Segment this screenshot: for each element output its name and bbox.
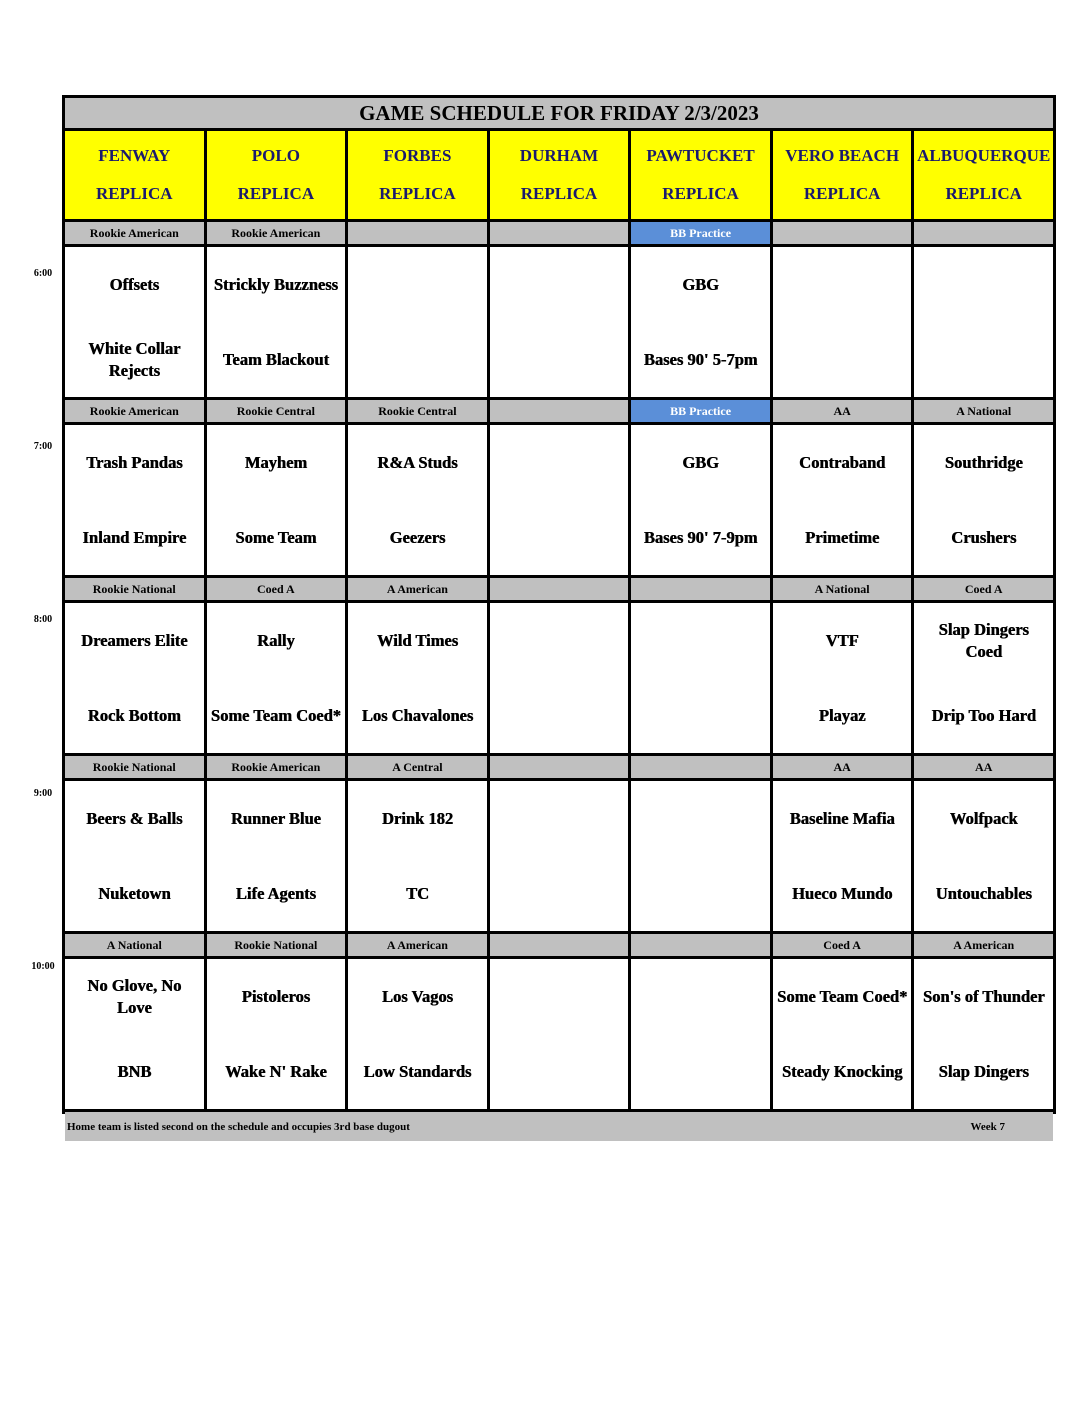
away-team: Drink 182 — [381, 808, 453, 828]
division-label: A National — [914, 400, 1053, 422]
field-sub: REPLICA — [237, 184, 315, 203]
field-name: PAWTUCKET — [646, 146, 755, 165]
away-team — [555, 425, 563, 500]
away-team: No Glove, No Love — [87, 976, 182, 1017]
away-team: Wild Times — [376, 630, 458, 650]
division-label: BB Practice — [631, 400, 770, 422]
home-team: Steady Knocking — [781, 1061, 903, 1081]
away-team: Beers & Balls — [86, 808, 183, 828]
game-cell — [348, 603, 487, 753]
away-team: Some Team Coed* — [777, 986, 908, 1006]
division-label: Rookie American — [65, 222, 204, 244]
schedule-title: GAME SCHEDULE FOR FRIDAY 2/3/2023 — [65, 98, 1053, 128]
home-team: Hueco Mundo — [791, 883, 893, 903]
division-label: A American — [348, 578, 487, 600]
away-team — [555, 959, 563, 1034]
home-team — [697, 678, 705, 753]
away-team — [980, 247, 988, 322]
game-cell — [773, 781, 912, 931]
time-label: 6:00 — [33, 268, 53, 279]
time-label: 7:00 — [33, 441, 53, 452]
home-team-note: Home team is listed second on the schedule and occupies 3rd base dugout — [67, 1120, 410, 1133]
division-label: AA — [773, 756, 912, 778]
home-team — [980, 322, 988, 397]
field-header-forbes — [348, 131, 487, 219]
division-label: A National — [65, 934, 204, 956]
away-team: Baseline Mafia — [789, 808, 895, 828]
home-team: Nuketown — [98, 883, 171, 903]
home-team: Slap Dingers — [938, 1061, 1029, 1081]
game-cell — [490, 247, 629, 397]
field-name: FORBES — [383, 146, 452, 165]
schedule-table — [62, 95, 1056, 1133]
division-label — [490, 578, 629, 600]
home-team — [555, 856, 563, 931]
division-label: Rookie National — [65, 578, 204, 600]
away-team: Dreamers Elite — [81, 630, 188, 650]
game-cell — [631, 425, 770, 575]
division-label: AA — [773, 400, 912, 422]
home-team — [838, 322, 846, 397]
away-team: Mayhem — [244, 452, 308, 472]
game-cell — [348, 781, 487, 931]
division-label: Rookie American — [207, 756, 346, 778]
away-team: Slap Dingers Coed — [938, 620, 1029, 661]
division-label — [631, 934, 770, 956]
division-label: A American — [914, 934, 1053, 956]
home-team: Rock Bottom — [87, 705, 181, 725]
division-label: Coed A — [207, 578, 346, 600]
home-team: Some Team Coed* — [210, 705, 341, 725]
field-sub: REPLICA — [662, 184, 739, 203]
field-name: VERO BEACH — [785, 146, 900, 165]
away-team — [555, 247, 563, 322]
away-team: VTF — [825, 630, 859, 650]
away-team: Los Vagos — [381, 986, 453, 1006]
home-team: White Collar Rejects — [88, 339, 181, 380]
division-label: Rookie Central — [207, 400, 346, 422]
game-cell — [631, 247, 770, 397]
game-cell — [348, 247, 487, 397]
away-team: Pistoleros — [241, 986, 311, 1006]
away-team — [697, 781, 705, 856]
division-label — [490, 222, 629, 244]
game-cell — [207, 425, 346, 575]
home-team: Los Chavalones — [361, 705, 474, 725]
home-team: Life Agents — [235, 883, 316, 903]
away-team: Son's of Thunder — [922, 986, 1045, 1006]
division-label: A Central — [348, 756, 487, 778]
division-label: A American — [348, 934, 487, 956]
time-label: 8:00 — [33, 614, 53, 625]
field-sub: REPLICA — [379, 184, 456, 203]
game-cell — [348, 959, 487, 1109]
division-label: Coed A — [773, 934, 912, 956]
home-team: Geezers — [389, 527, 446, 547]
game-cell — [914, 247, 1053, 397]
game-cell — [207, 781, 346, 931]
home-team: Untouchables — [935, 883, 1032, 903]
game-cell — [65, 425, 204, 575]
home-team: Playaz — [818, 705, 866, 725]
home-team: Primetime — [805, 527, 880, 547]
field-header-durham — [490, 131, 629, 219]
game-cell — [65, 959, 204, 1109]
game-cell — [207, 959, 346, 1109]
division-label — [490, 934, 629, 956]
division-label — [348, 222, 487, 244]
away-team: Contraband — [799, 452, 886, 472]
field-header-polo — [207, 131, 346, 219]
game-cell — [773, 959, 912, 1109]
division-label: BB Practice — [631, 222, 770, 244]
home-team: Drip Too Hard — [931, 705, 1036, 725]
division-label: Rookie National — [207, 934, 346, 956]
home-team: Bases 90' 7-9pm — [643, 527, 758, 547]
home-team: Bases 90' 5-7pm — [643, 349, 758, 369]
away-team: Wolfpack — [949, 808, 1018, 828]
game-cell — [773, 247, 912, 397]
division-label: Rookie American — [65, 400, 204, 422]
field-sub: REPLICA — [520, 184, 598, 203]
home-team — [697, 1034, 705, 1109]
away-team — [838, 247, 846, 322]
division-label: Rookie National — [65, 756, 204, 778]
home-team — [555, 322, 563, 397]
division-label — [773, 222, 912, 244]
home-team — [555, 500, 563, 575]
home-team: Wake N' Rake — [224, 1061, 327, 1081]
division-label: Coed A — [914, 578, 1053, 600]
game-cell — [914, 959, 1053, 1109]
game-cell — [207, 247, 346, 397]
game-cell — [631, 781, 770, 931]
game-cell — [914, 603, 1053, 753]
division-label — [631, 578, 770, 600]
away-team: Offsets — [109, 274, 160, 294]
game-cell — [490, 959, 629, 1109]
home-team: Crushers — [951, 527, 1017, 547]
home-team — [555, 678, 563, 753]
away-team: Runner Blue — [230, 808, 321, 828]
division-label: A National — [773, 578, 912, 600]
game-cell — [490, 603, 629, 753]
home-team: Low Standards — [363, 1061, 472, 1081]
game-cell — [207, 603, 346, 753]
game-cell — [65, 781, 204, 931]
field-name: FENWAY — [98, 146, 171, 165]
game-cell — [773, 603, 912, 753]
division-label: Rookie American — [207, 222, 346, 244]
division-label — [490, 400, 629, 422]
field-sub: REPLICA — [945, 184, 1022, 203]
home-team: Team Blackout — [222, 349, 329, 369]
game-cell — [490, 781, 629, 931]
away-team — [555, 603, 563, 678]
field-name: ALBUQUERQUE — [917, 146, 1051, 165]
home-team: BNB — [117, 1061, 152, 1081]
away-team: Southridge — [944, 452, 1023, 472]
home-team: TC — [405, 883, 429, 903]
game-cell — [914, 425, 1053, 575]
game-cell — [490, 425, 629, 575]
field-sub: REPLICA — [96, 184, 173, 203]
away-team: GBG — [682, 452, 719, 472]
home-team: Some Team — [235, 527, 317, 547]
division-label: AA — [914, 756, 1053, 778]
home-team — [413, 322, 421, 397]
away-team — [413, 247, 421, 322]
week-label: Week 7 — [970, 1120, 1005, 1133]
field-header-pawtucket — [631, 131, 770, 219]
division-label — [914, 222, 1053, 244]
game-cell — [914, 781, 1053, 931]
home-team — [697, 856, 705, 931]
field-header-fenway — [65, 131, 204, 219]
away-team — [555, 781, 563, 856]
field-header-vero-beach — [773, 131, 912, 219]
away-team — [697, 959, 705, 1034]
field-name: POLO — [251, 146, 300, 165]
field-sub: REPLICA — [803, 184, 881, 203]
game-cell — [65, 247, 204, 397]
division-label — [631, 756, 770, 778]
field-name: DURHAM — [519, 146, 599, 165]
away-team: R&A Studs — [377, 452, 458, 472]
game-cell — [631, 959, 770, 1109]
time-label: 9:00 — [33, 788, 53, 799]
home-team: Inland Empire — [82, 527, 187, 547]
schedule-footer — [65, 1112, 1053, 1141]
away-team: Rally — [257, 630, 295, 650]
away-team: Strickly Buzzness — [213, 274, 338, 294]
game-cell — [65, 603, 204, 753]
away-team: GBG — [682, 274, 719, 294]
game-cell — [348, 425, 487, 575]
division-label — [490, 756, 629, 778]
game-cell — [631, 603, 770, 753]
away-team: Trash Pandas — [86, 452, 183, 472]
time-label: 10:00 — [31, 961, 55, 972]
home-team — [555, 1034, 563, 1109]
away-team — [697, 603, 705, 678]
field-header-albuquerque — [914, 131, 1053, 219]
division-label: Rookie Central — [348, 400, 487, 422]
game-cell — [773, 425, 912, 575]
